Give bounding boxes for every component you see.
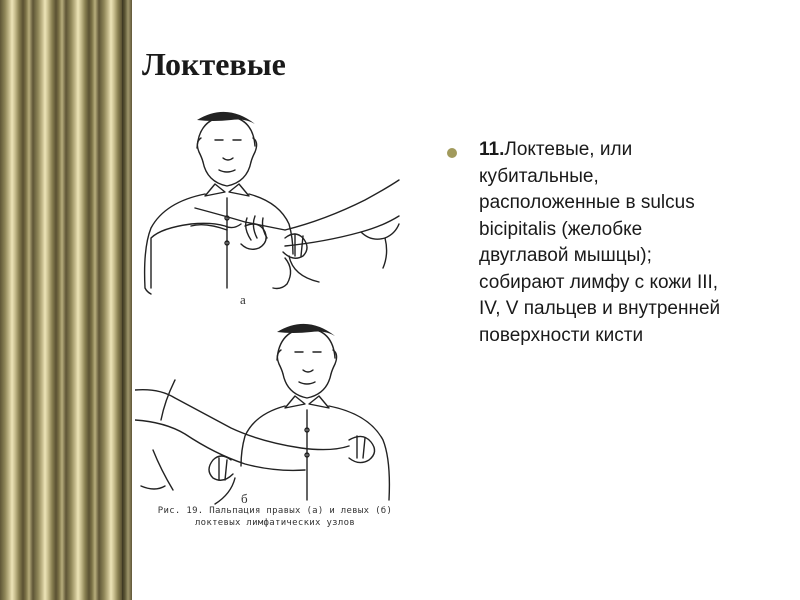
bullet-dot-icon [447,148,457,158]
palpation-illustration [135,108,400,538]
bullet-text [479,137,774,349]
bullet-list [444,137,774,349]
bullet-body: Локтевые, или кубитальные, расположенные в sulcus bicipitalis (желобке двуглавой мышцы); собирают лимфу с кожи III, IV, V пальцев и внутренней поверхности кисти [479,139,721,346]
figure-a-drawing [145,112,399,294]
figure-caption [150,505,400,529]
figure-b-drawing [135,324,389,504]
decorative-side-band [0,0,132,600]
figure-caption-line2: локтевых лимфатических узлов [194,518,356,528]
slide-title: Локтевые [142,46,286,82]
figure-label-b: б [241,491,248,506]
figure-caption-line1: Рис. 19. Пальпация правых (а) и левых (б) [157,506,393,516]
bullet-item [444,137,774,349]
bullet-number: 11. [479,139,505,160]
figure-label-a: а [240,292,246,307]
